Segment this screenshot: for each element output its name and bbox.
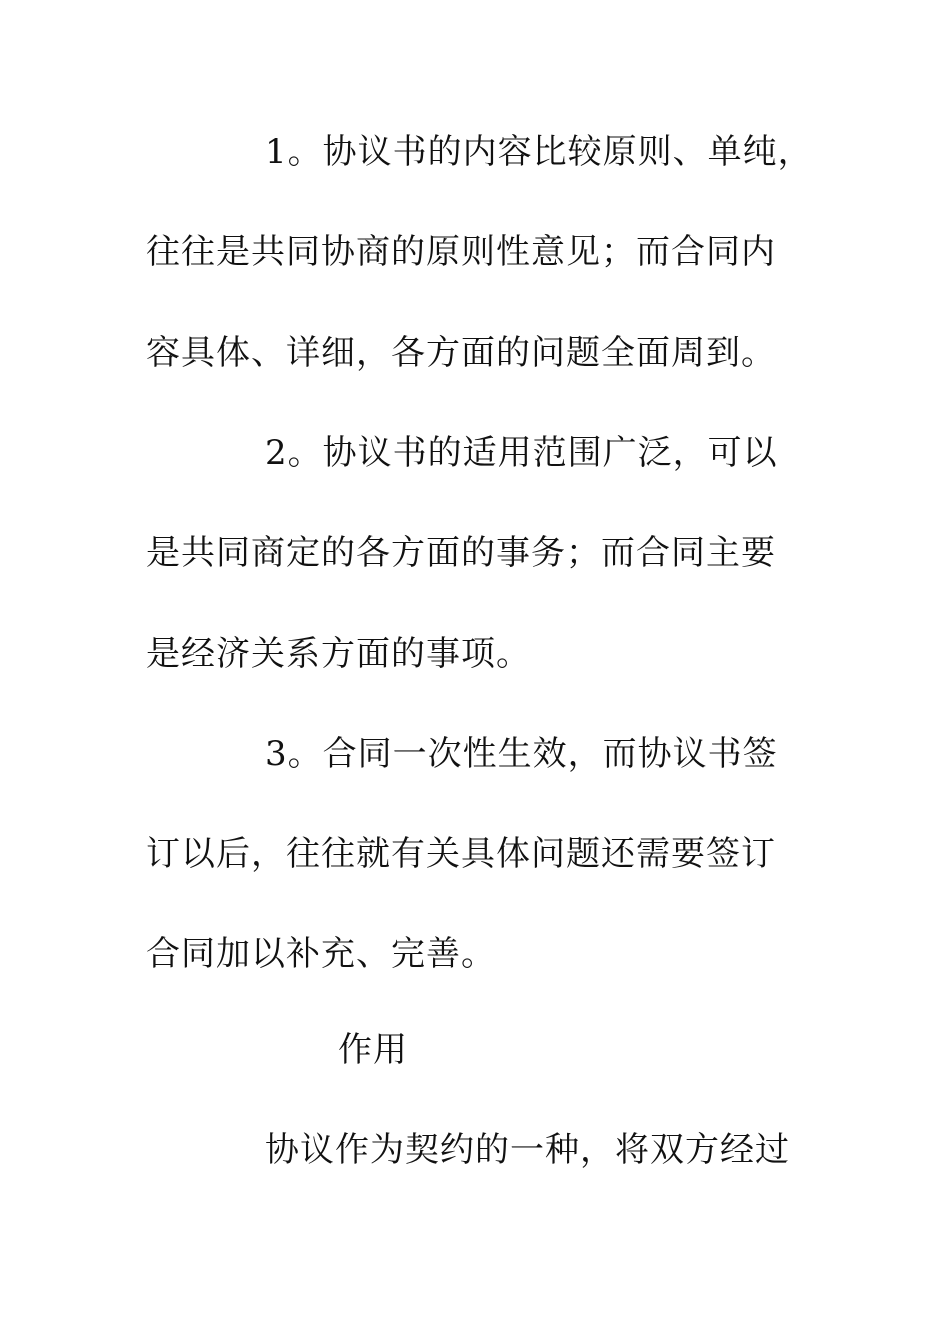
paragraph-3-line-3: 合同加以补充、完善。 [146,934,496,974]
paragraph-2-line-2: 是共同商定的各方面的事务；而合同主要 [146,533,776,573]
paragraph-2-line-1: 2。协议书的适用范围广泛，可以 [265,433,778,473]
paragraph-1-line-3: 容具体、详细，各方面的问题全面周到。 [146,333,776,373]
paragraph-2-line-3: 是经济关系方面的事项。 [146,634,531,674]
paragraph-1-line-1: 1。协议书的内容比较原则、单纯， [265,132,813,172]
paragraph-1-line-2: 往往是共同协商的原则性意见；而合同内 [146,232,776,272]
paragraph-4-line-1: 协议作为契约的一种，将双方经过 [265,1130,790,1170]
paragraph-3-line-2: 订以后，往往就有关具体问题还需要签订 [146,834,776,874]
paragraph-3-line-1: 3。合同一次性生效，而协议书签 [265,734,778,774]
section-heading: 作用 [338,1030,408,1070]
